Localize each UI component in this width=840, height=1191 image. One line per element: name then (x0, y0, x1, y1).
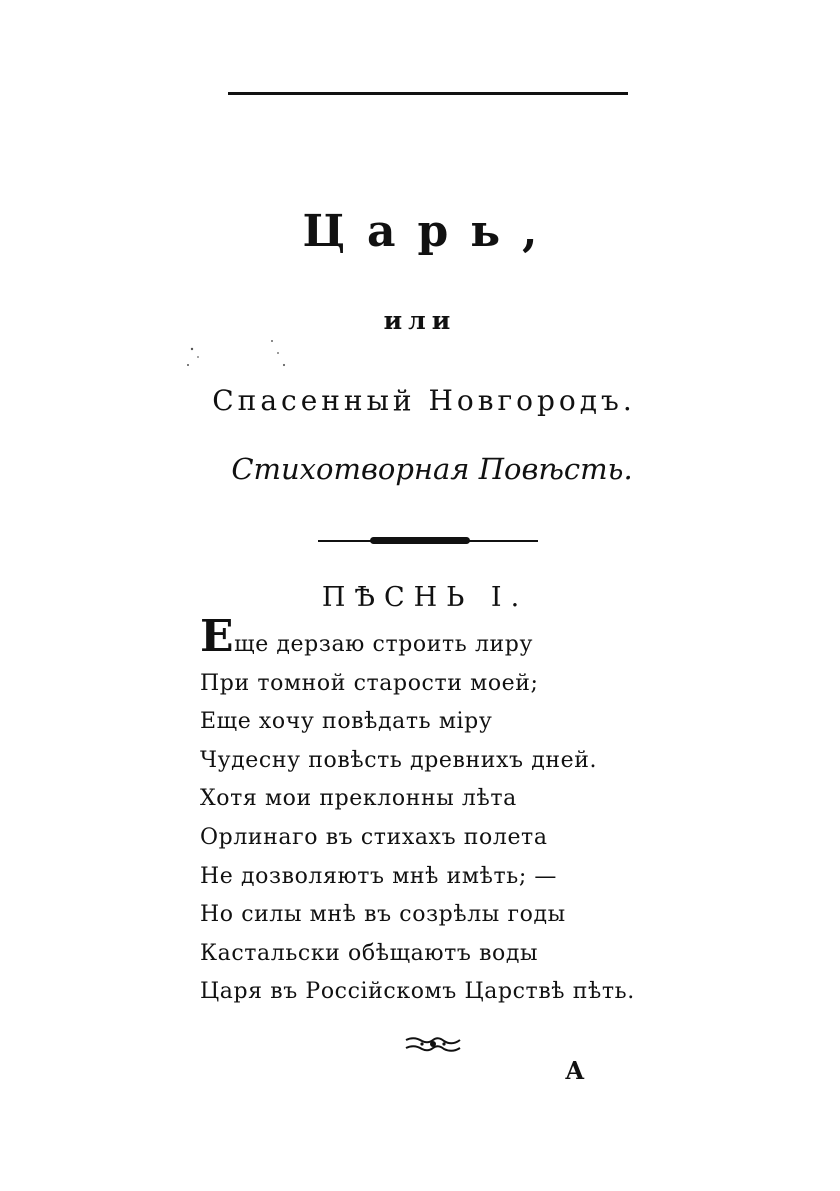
verse-line-text: ще дерзаю строить лиру (234, 632, 534, 657)
verse-block (200, 611, 760, 1012)
tailpiece-ornament-icon (404, 1034, 462, 1054)
verse-line: Но силы мнѣ въ созрѣлы годы (200, 902, 566, 928)
verse-line: Чудесну повѣсть древнихъ дней. (200, 747, 598, 773)
middle-rule-ornament (370, 537, 470, 544)
verse-line: Кастальски обѣщаютъ воды (200, 940, 539, 966)
conjunction: или (383, 306, 457, 335)
verse-line (200, 611, 760, 665)
verse-line: Еще хочу повѣдать мiру (200, 709, 493, 735)
verse-line: Не дозволяютъ мнѣ имѣть; — (200, 863, 558, 889)
verse-line: Хотя мои преклонны лѣта (200, 786, 517, 812)
drop-cap: Е (200, 611, 235, 662)
top-rule (228, 92, 628, 95)
paper-specks (180, 335, 300, 385)
page-title: Царь, (302, 206, 560, 257)
verse-line: Орлинаго въ стихахъ полета (200, 824, 548, 850)
signature-mark: А (565, 1056, 585, 1085)
verse-line: При томной старости моей; (200, 670, 539, 696)
verse-line: Царя въ Россiйскомъ Царствѣ пѣть. (200, 979, 635, 1005)
genre-line: Стихотворная Повѣсть. (231, 452, 633, 486)
subtitle: Спасенный Новгородъ. (212, 384, 636, 417)
song-heading: ПѢСНЬ I. (321, 582, 529, 613)
